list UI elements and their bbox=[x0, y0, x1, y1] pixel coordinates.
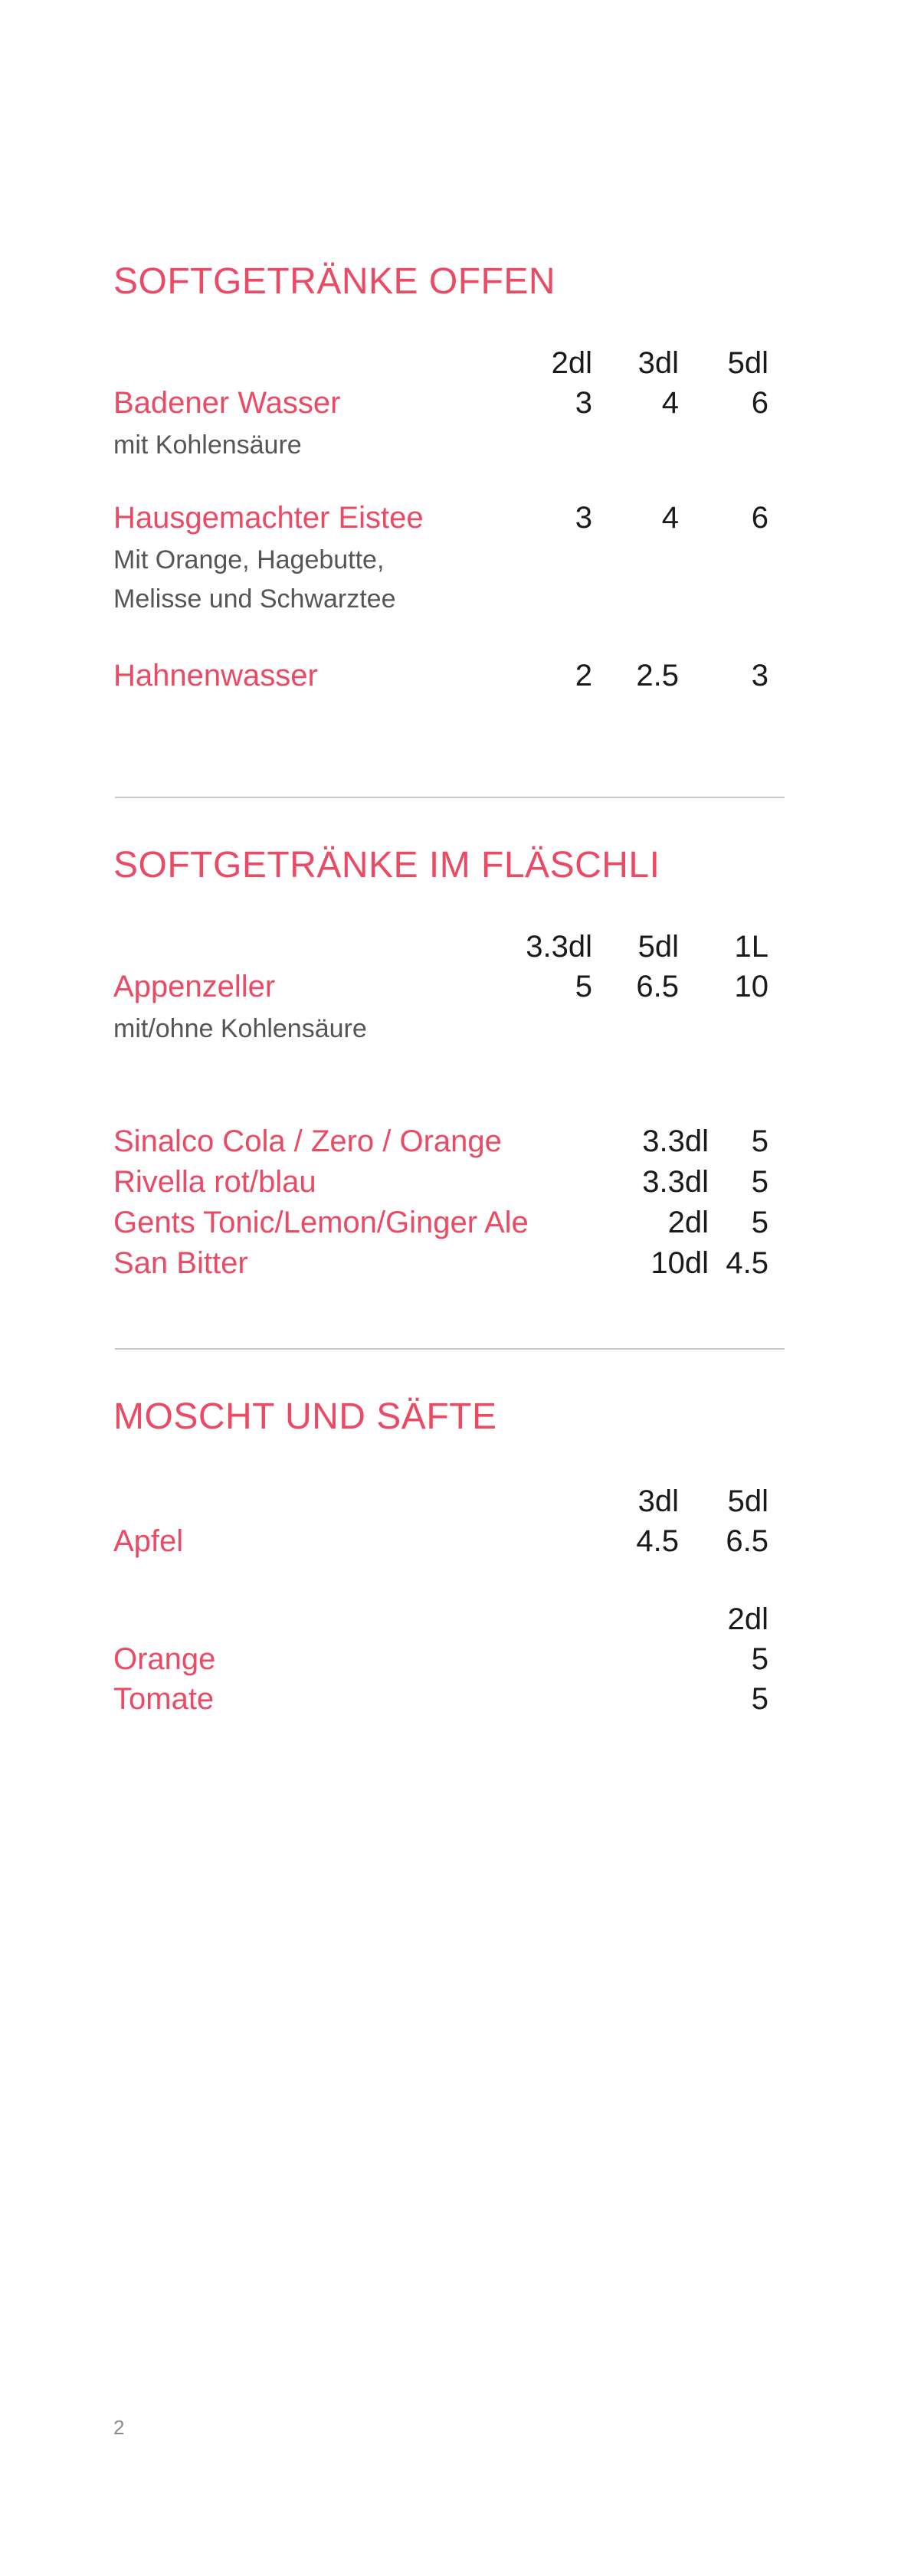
page-number: 2 bbox=[113, 2416, 125, 2439]
item-name: Hausgemachter Eistee bbox=[113, 501, 424, 535]
size: 3.3dl bbox=[642, 1124, 709, 1158]
price: 4.5 bbox=[636, 1524, 679, 1558]
price: 10 bbox=[734, 970, 768, 1003]
item-name: San Bitter bbox=[113, 1246, 248, 1280]
size: 10dl bbox=[650, 1246, 709, 1280]
size-header: 1L bbox=[734, 930, 768, 964]
section-divider bbox=[115, 797, 785, 798]
section-title-moscht: MOSCHT UND SÄFTE bbox=[113, 1396, 497, 1437]
section-title-flaeschli: SOFTGETRÄNKE IM FLÄSCHLI bbox=[113, 845, 660, 885]
price: 5 bbox=[751, 1642, 768, 1676]
size: 3.3dl bbox=[642, 1165, 709, 1199]
price: 2 bbox=[575, 659, 592, 692]
item-description: Mit Orange, Hagebutte, bbox=[113, 545, 385, 574]
price: 6 bbox=[751, 501, 768, 535]
item-description: Melisse und Schwarztee bbox=[113, 584, 396, 614]
item-name: Appenzeller bbox=[113, 970, 276, 1003]
item-name: Badener Wasser bbox=[113, 386, 341, 420]
price: 3 bbox=[575, 501, 592, 535]
price: 5 bbox=[751, 1124, 768, 1158]
price: 6 bbox=[751, 386, 768, 420]
price: 6.5 bbox=[636, 970, 679, 1003]
price: 3 bbox=[575, 386, 592, 420]
price: 4.5 bbox=[726, 1246, 768, 1280]
size-header: 3dl bbox=[637, 346, 679, 380]
price: 4 bbox=[661, 501, 679, 535]
item-name: Hahnenwasser bbox=[113, 659, 318, 692]
size-header: 2dl bbox=[727, 1602, 768, 1636]
item-name: Apfel bbox=[113, 1524, 184, 1558]
item-description: mit Kohlensäure bbox=[113, 430, 302, 460]
size-header: 3.3dl bbox=[526, 930, 592, 964]
size-header: 2dl bbox=[551, 346, 592, 380]
item-name: Rivella rot/blau bbox=[113, 1165, 316, 1199]
price: 2.5 bbox=[636, 659, 679, 692]
price: 5 bbox=[751, 1682, 768, 1716]
size-header: 3dl bbox=[637, 1484, 679, 1518]
size-header: 5dl bbox=[727, 346, 768, 380]
item-name: Sinalco Cola / Zero / Orange bbox=[113, 1124, 502, 1158]
price: 3 bbox=[751, 659, 768, 692]
size-header: 5dl bbox=[727, 1484, 768, 1518]
price: 4 bbox=[661, 386, 679, 420]
item-description: mit/ohne Kohlensäure bbox=[113, 1014, 367, 1043]
section-divider bbox=[115, 1348, 785, 1350]
price: 6.5 bbox=[726, 1524, 768, 1558]
size-header: 5dl bbox=[637, 930, 679, 964]
section-title-offen: SOFTGETRÄNKE OFFEN bbox=[113, 261, 556, 302]
size: 2dl bbox=[667, 1206, 709, 1239]
price: 5 bbox=[751, 1206, 768, 1239]
item-name: Gents Tonic/Lemon/Ginger Ale bbox=[113, 1206, 529, 1239]
price: 5 bbox=[575, 970, 592, 1003]
item-name: Orange bbox=[113, 1642, 216, 1676]
item-name: Tomate bbox=[113, 1682, 215, 1716]
price: 5 bbox=[751, 1165, 768, 1199]
